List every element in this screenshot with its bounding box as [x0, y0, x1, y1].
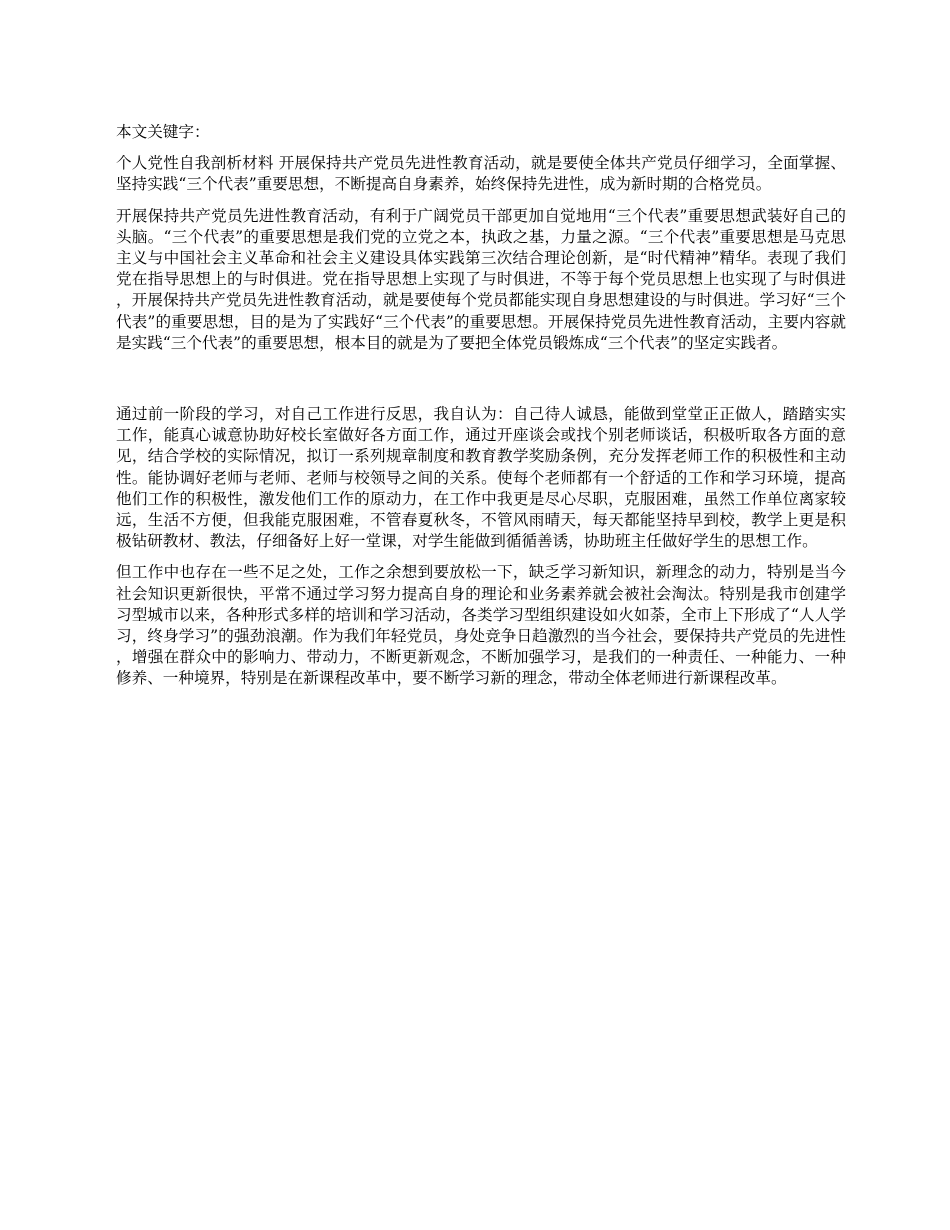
paragraph-1: 个人党性自我剖析材料 开展保持共产党员先进性教育活动，就是要使全体共产党员仔细学习，全面掌握、坚持实践“三个代表”重要思想，不断提高自身素养，始终保持先进性，成为新时期的合格党员。	[116, 154, 846, 194]
document-body	[116, 122, 846, 700]
section-gap	[116, 364, 846, 404]
paragraph-4: 但工作中也存在一些不足之处，工作之余想到要放松一下，缺乏学习新知识，新理念的动力，特别是当今社会知识更新很快，平常不通过学习努力提高自身的理论和业务素养就会被社会淘汰。特别是我市创建学习型城市以来，各种形式多样的培训和学习活动，各类学习型组织建设如火如荼，全市上下形成了“人人学习，终身学习”的强劲浪潮。作为我们年轻党员，身处竞争日趋激烈的当今社会，要保持共产党员的先进性，增强在群众中的影响力、带动力，不断更新观念，不断加强学习，是我们的一种责任、一种能力、一种修养、一种境界，特别是在新课程改革中，要不断学习新的理念，带动全体老师进行新课程改革。	[116, 563, 846, 688]
paragraph-2: 开展保持共产党员先进性教育活动，有利于广阔党员干部更加自觉地用“三个代表”重要思想武装好自己的头脑。“三个代表”的重要思想是我们党的立党之本，执政之基，力量之源。“三个代表”重要思想是马克思主义与中国社会主义革命和社会主义建设具体实践第三次结合理论创新，是“时代精神”精华。表现了我们党在指导思想上的与时俱进。党在指导思想上实现了与时俱进，不等于每个党员思想上也实现了与时俱进，开展保持共产党员先进性教育活动，就是要使每个党员都能实现自身思想建设的与时俱进。学习好“三个代表”的重要思想，目的是为了实践好“三个代表”的重要思想。开展保持党员先进性教育活动，主要内容就是实践“三个代表”的重要思想，根本目的就是为了要把全体党员锻炼成“三个代表”的坚定实践者。	[116, 206, 846, 352]
paragraph-3: 通过前一阶段的学习，对自己工作进行反思，我自认为：自己待人诚恳，能做到堂堂正正做人，踏踏实实工作，能真心诚意协助好校长室做好各方面工作，通过开座谈会或找个别老师谈话，积极听取各方面的意见，结合学校的实际情况，拟订一系列规章制度和教育教学奖励条例，充分发挥老师工作的积极性和主动性。能协调好老师与老师、老师与校领导之间的关系。使每个老师都有一个舒适的工作和学习环境，提高他们工作的积极性，激发他们工作的原动力，在工作中我更是尽心尽职，克服困难，虽然工作单位离家较远，生活不方便，但我能克服困难，不管春夏秋冬，不管风雨晴天，每天都能坚持早到校，教学上更是积极钻研教材、教法，仔细备好上好一堂课，对学生能做到循循善诱，协助班主任做好学生的思想工作。	[116, 405, 846, 551]
keyword-label: 本文关键字：	[116, 123, 210, 141]
